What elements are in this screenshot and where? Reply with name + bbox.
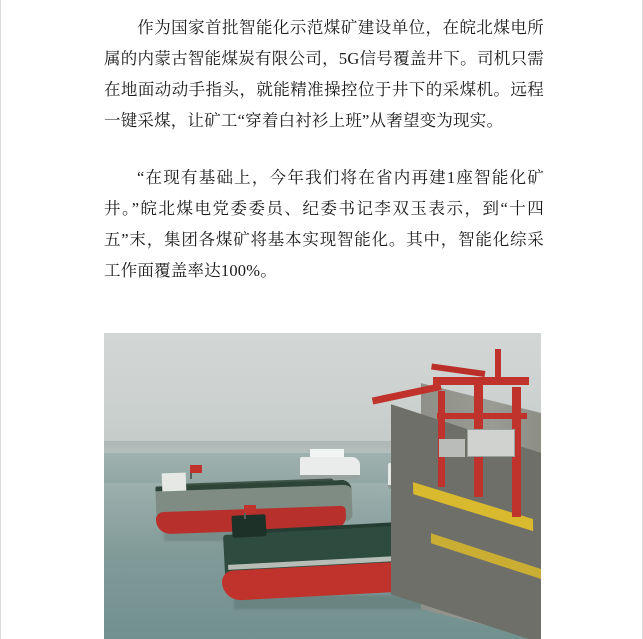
paragraph-2	[104, 136, 544, 286]
red-flag-icon	[190, 465, 202, 473]
article-body	[104, 0, 544, 286]
port-photo	[104, 333, 541, 639]
barge-1-cabin	[162, 473, 187, 492]
crane-machinery-house	[467, 429, 515, 457]
page-left-border	[0, 0, 1, 639]
crane-machinery-house	[439, 439, 465, 457]
paragraph-2-text: “在现有基础上，今年我们将在省内再建1座智能化矿井。”皖北煤电党委委员、纪委书记李双玉表示，到“十四五”末，集团各煤矿将基本实现智能化。其中，智能化综采工作面覆盖率达100%。	[104, 168, 544, 280]
article-figure	[104, 333, 541, 639]
red-flag-icon	[244, 505, 256, 513]
passenger-ship-1	[300, 457, 360, 479]
barge-2-cabin	[231, 514, 266, 538]
paragraph-1-text: 作为国家首批智能化示范煤矿建设单位，在皖北煤电所属的内蒙古智能煤炭有限公司，5G信号覆盖井下。司机只需在地面动动手指头，就能精准操控位于井下的采煤机。远程一键采煤，让矿工“穿着白衬衫上班”从奢望变为现实。	[104, 18, 544, 130]
paragraph-1	[104, 0, 544, 136]
